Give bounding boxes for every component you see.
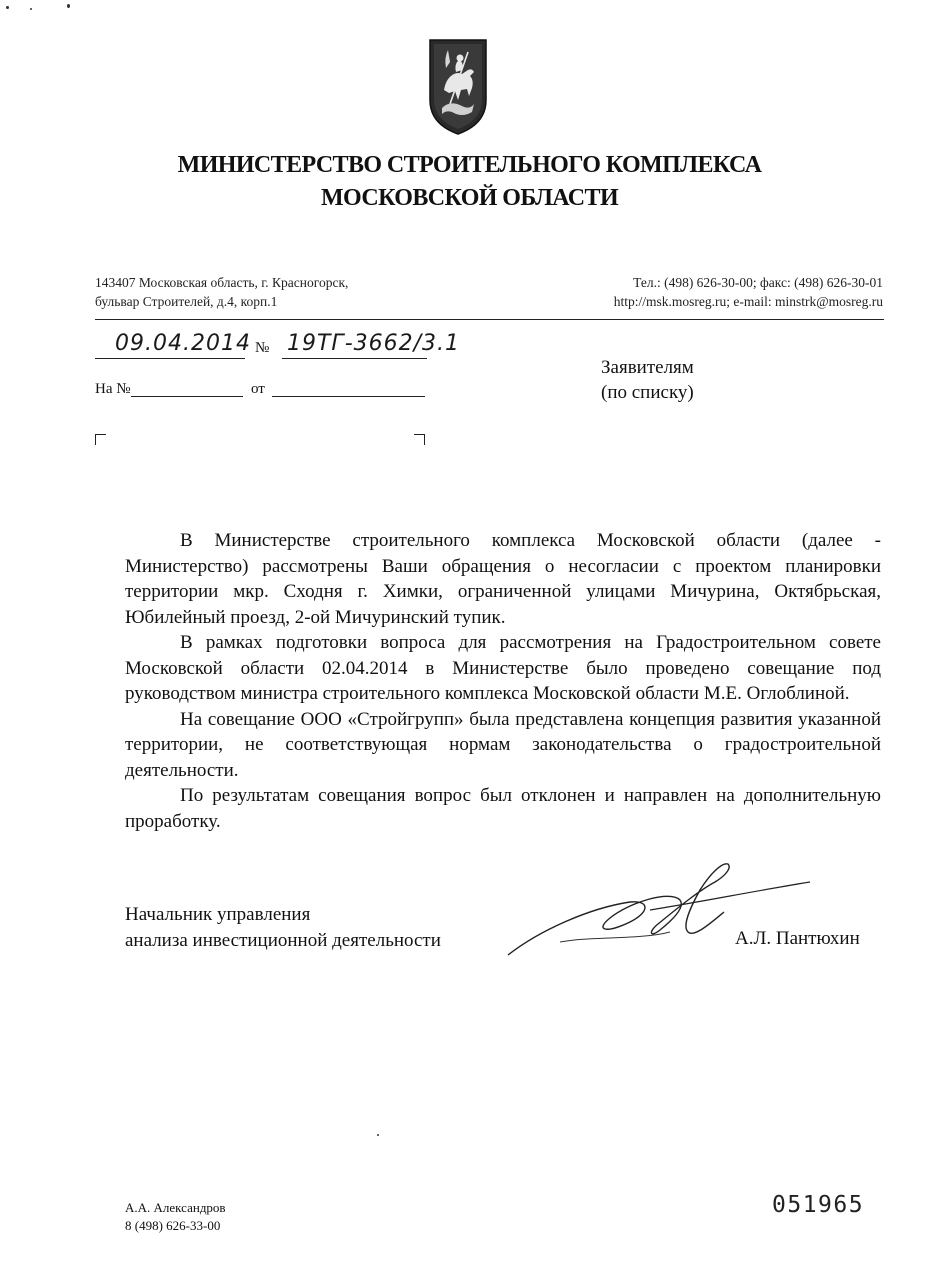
body-paragraph: В Министерстве строительного комплекса Московской области (далее - Министерство) рассмотрены Ваши обращения о несогласии с проектом планировки территории мкр. Сходня г. Химки, ограниченной улицами Мичурина, Октябрьская, Юбилейный проезд, 2-ой Мичуринский тупик. <box>125 530 881 628</box>
letter-body <box>125 528 881 834</box>
from-field <box>272 396 425 397</box>
signatory-name: А.Л. Пантюхин <box>735 928 860 949</box>
body-paragraph: На совещание ООО «Стройгрупп» была представлена концепция развития указанной территории, не соответствующая нормам законодательства о градостроительной деятельности. <box>125 708 881 781</box>
number-underline <box>282 358 427 359</box>
scan-speck <box>6 6 9 9</box>
body-paragraph: По результатам совещания вопрос был отклонен и направлен на дополнительную проработку. <box>125 785 881 832</box>
from-label: от <box>251 381 265 397</box>
position-line: Начальник управления <box>125 904 311 925</box>
number-label: № <box>255 340 270 356</box>
executor-phone: 8 (498) 626-33-00 <box>125 1218 221 1233</box>
scan-speck <box>377 1134 379 1136</box>
scan-speck <box>67 4 70 8</box>
address-line: бульвар Строителей, д.4, корп.1 <box>95 294 278 309</box>
ministry-title-line2: МОСКОВСКОЙ ОБЛАСТИ <box>320 185 619 211</box>
handwritten-signature <box>500 860 820 970</box>
recipient-line: (по списку) <box>601 382 694 403</box>
executor-info <box>125 1199 226 1235</box>
signatory-position <box>125 902 441 953</box>
document-serial-number: 051965 <box>772 1192 865 1218</box>
body-paragraph: В рамках подготовки вопроса для рассмотрения на Градостроительном совете Московской области 02.04.2014 в Министерстве было проведено совещание под руководством министра строительного комплекса Московской области М.Е. Оглоблиной. <box>125 632 881 704</box>
ministry-title-line1: МИНИСТЕРСТВО СТРОИТЕЛЬНОГО КОМПЛЕКСА <box>177 152 762 178</box>
address-line: 143407 Московская область, г. Красногорск, <box>95 275 349 290</box>
ministry-address <box>95 273 348 311</box>
ministry-contacts <box>614 273 883 311</box>
header-divider <box>95 319 884 320</box>
registration-number: 19ТГ-3662/3.1 <box>287 331 461 356</box>
address-corner-mark <box>95 434 106 445</box>
executor-name: А.А. Александров <box>125 1200 226 1215</box>
position-line: анализа инвестиционной деятельности <box>125 929 441 951</box>
recipient-line: Заявителям <box>601 357 694 378</box>
reply-to-label: На № <box>95 381 131 397</box>
reply-to-field <box>131 396 243 397</box>
coat-of-arms-icon <box>428 38 488 138</box>
scan-speck <box>30 8 32 10</box>
contact-line: Тел.: (498) 626-30-00; факс: (498) 626-30-01 <box>633 275 883 290</box>
registration-date: 09.04.2014 <box>115 331 251 356</box>
contact-line: http://msk.mosreg.ru; e-mail: minstrk@mosreg.ru <box>613 294 883 309</box>
address-corner-mark <box>414 434 425 445</box>
recipient-block <box>601 355 694 405</box>
date-underline <box>95 358 245 359</box>
